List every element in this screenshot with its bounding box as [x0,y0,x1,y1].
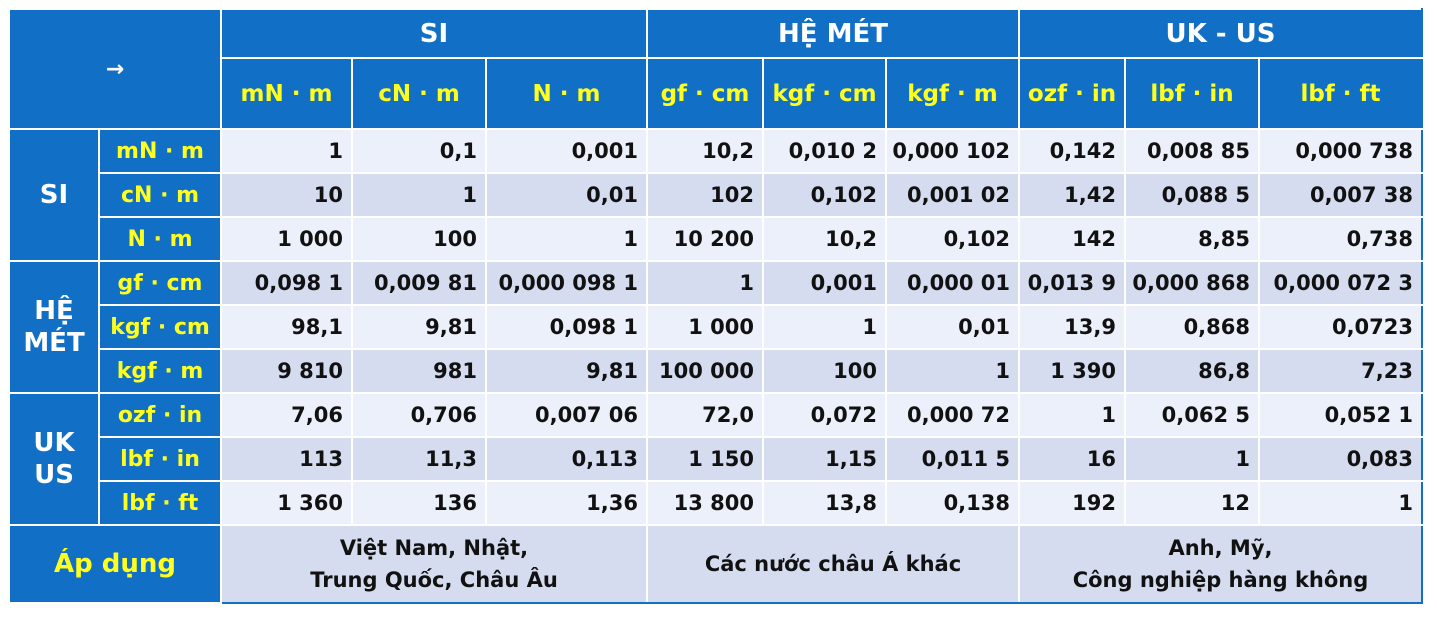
value-cell: 9,81 [352,305,486,349]
value-cell: 102 [647,173,763,217]
row-header-kgf-m: kgf · m [99,349,221,393]
value-cell: 0,1 [352,129,486,173]
table-row [9,173,1422,217]
value-cell: 192 [1019,481,1125,525]
value-cell: 10 200 [647,217,763,261]
application-text-line: Các nước châu Á khác [704,552,962,576]
value-cell: 7,06 [221,393,352,437]
row-header-lbf-ft: lbf · ft [99,481,221,525]
value-cell: 0,868 [1125,305,1259,349]
col-header-ozf-in: ozf · in [1019,58,1125,129]
value-cell: 0,062 5 [1125,393,1259,437]
application-text-line: Việt Nam, Nhật, [339,536,529,560]
application-label: Áp dụng [9,525,221,603]
value-cell: 0,052 1 [1259,393,1422,437]
value-cell: 0,000 072 3 [1259,261,1422,305]
value-cell: 0,01 [486,173,647,217]
value-cell: 0,011 5 [886,437,1019,481]
value-cell: 0,008 85 [1125,129,1259,173]
group-header-ukus: UK - US [1019,9,1422,58]
row-header-cn-m: cN · m [99,173,221,217]
value-cell: 1 000 [647,305,763,349]
value-cell: 0,098 1 [221,261,352,305]
value-cell: 0,001 02 [886,173,1019,217]
value-cell: 16 [1019,437,1125,481]
col-header-gf-cm: gf · cm [647,58,763,129]
value-cell: 0,0723 [1259,305,1422,349]
value-cell: 1 [1259,481,1422,525]
col-header-kgf-m: kgf · m [886,58,1019,129]
table-row [9,437,1422,481]
row-header-n-m: N · m [99,217,221,261]
value-cell: 1,15 [763,437,886,481]
value-cell: 1 [221,129,352,173]
value-cell: 1 [486,217,647,261]
value-cell: 0,013 9 [1019,261,1125,305]
value-cell: 12 [1125,481,1259,525]
value-cell: 0,738 [1259,217,1422,261]
value-cell: 0,706 [352,393,486,437]
row-header-gf-cm: gf · cm [99,261,221,305]
col-header-mn-m: mN · m [221,58,352,129]
torque-conversion-table [8,8,1423,604]
row-group-label-line: HỆ [34,296,74,326]
value-cell: 9 810 [221,349,352,393]
table-row [9,305,1422,349]
value-cell: 1,36 [486,481,647,525]
group-header-metric: HỆ MÉT [647,9,1019,58]
value-cell: 0,083 [1259,437,1422,481]
value-cell: 0,142 [1019,129,1125,173]
group-header-si: SI [221,9,647,58]
value-cell: 981 [352,349,486,393]
table-row [9,393,1422,437]
value-cell: 1 150 [647,437,763,481]
value-cell: 7,23 [1259,349,1422,393]
value-cell: 0,138 [886,481,1019,525]
value-cell: 1,42 [1019,173,1125,217]
application-text-line: Công nghiệp hàng không [1072,568,1369,592]
value-cell: 1 [1125,437,1259,481]
col-header-lbf-ft: lbf · ft [1259,58,1422,129]
col-header-lbf-in: lbf · in [1125,58,1259,129]
row-group-label-line: MÉT [23,328,85,358]
row-group-si [9,129,99,261]
row-group-label-line: SI [39,180,69,210]
value-cell: 1 [1019,393,1125,437]
value-cell: 0,000 868 [1125,261,1259,305]
value-cell: 1 [886,349,1019,393]
application-text-line: Trung Quốc, Châu Âu [310,568,558,592]
value-cell: 113 [221,437,352,481]
value-cell: 0,001 [763,261,886,305]
value-cell: 1 360 [221,481,352,525]
application-ukus [1019,525,1422,603]
value-cell: 136 [352,481,486,525]
value-cell: 1 [763,305,886,349]
value-cell: 0,009 81 [352,261,486,305]
application-text-line: Anh, Mỹ, [1168,536,1273,560]
application-row [9,525,1422,603]
table-row [9,129,1422,173]
table-row [9,481,1422,525]
row-group-label-line: UK [33,428,75,458]
value-cell: 13,9 [1019,305,1125,349]
row-header-mn-m: mN · m [99,129,221,173]
row-header-kgf-cm: kgf · cm [99,305,221,349]
value-cell: 0,102 [886,217,1019,261]
value-cell: 0,000 72 [886,393,1019,437]
col-header-cn-m: cN · m [352,58,486,129]
table-row [9,217,1422,261]
value-cell: 86,8 [1125,349,1259,393]
application-si [221,525,647,603]
row-group-ukus [9,393,99,525]
value-cell: 100 [763,349,886,393]
value-cell: 1 390 [1019,349,1125,393]
value-cell: 0,000 098 1 [486,261,647,305]
value-cell: 0,102 [763,173,886,217]
value-cell: 0,007 06 [486,393,647,437]
value-cell: 100 000 [647,349,763,393]
value-cell: 142 [1019,217,1125,261]
value-cell: 0,000 102 [886,129,1019,173]
value-cell: 8,85 [1125,217,1259,261]
value-cell: 10 [221,173,352,217]
value-cell: 100 [352,217,486,261]
application-metric [647,525,1019,603]
row-group-label-line: US [34,460,74,490]
value-cell: 10,2 [763,217,886,261]
value-cell: 72,0 [647,393,763,437]
value-cell: 0,072 [763,393,886,437]
value-cell: 0,010 2 [763,129,886,173]
table-row [9,261,1422,305]
row-header-lbf-in: lbf · in [99,437,221,481]
value-cell: 0,098 1 [486,305,647,349]
value-cell: 1 [352,173,486,217]
value-cell: 1 000 [221,217,352,261]
value-cell: 0,007 38 [1259,173,1422,217]
value-cell: 0,01 [886,305,1019,349]
col-header-kgf-cm: kgf · cm [763,58,886,129]
row-header-ozf-in: ozf · in [99,393,221,437]
value-cell: 0,000 01 [886,261,1019,305]
value-cell: 13 800 [647,481,763,525]
value-cell: 0,088 5 [1125,173,1259,217]
value-cell: 11,3 [352,437,486,481]
value-cell: 10,2 [647,129,763,173]
corner-arrow: → [9,9,221,129]
value-cell: 0,113 [486,437,647,481]
row-group-metric [9,261,99,393]
value-cell: 1 [647,261,763,305]
value-cell: 9,81 [486,349,647,393]
col-header-n-m: N · m [486,58,647,129]
value-cell: 13,8 [763,481,886,525]
value-cell: 0,000 738 [1259,129,1422,173]
table-row [9,349,1422,393]
value-cell: 98,1 [221,305,352,349]
value-cell: 0,001 [486,129,647,173]
